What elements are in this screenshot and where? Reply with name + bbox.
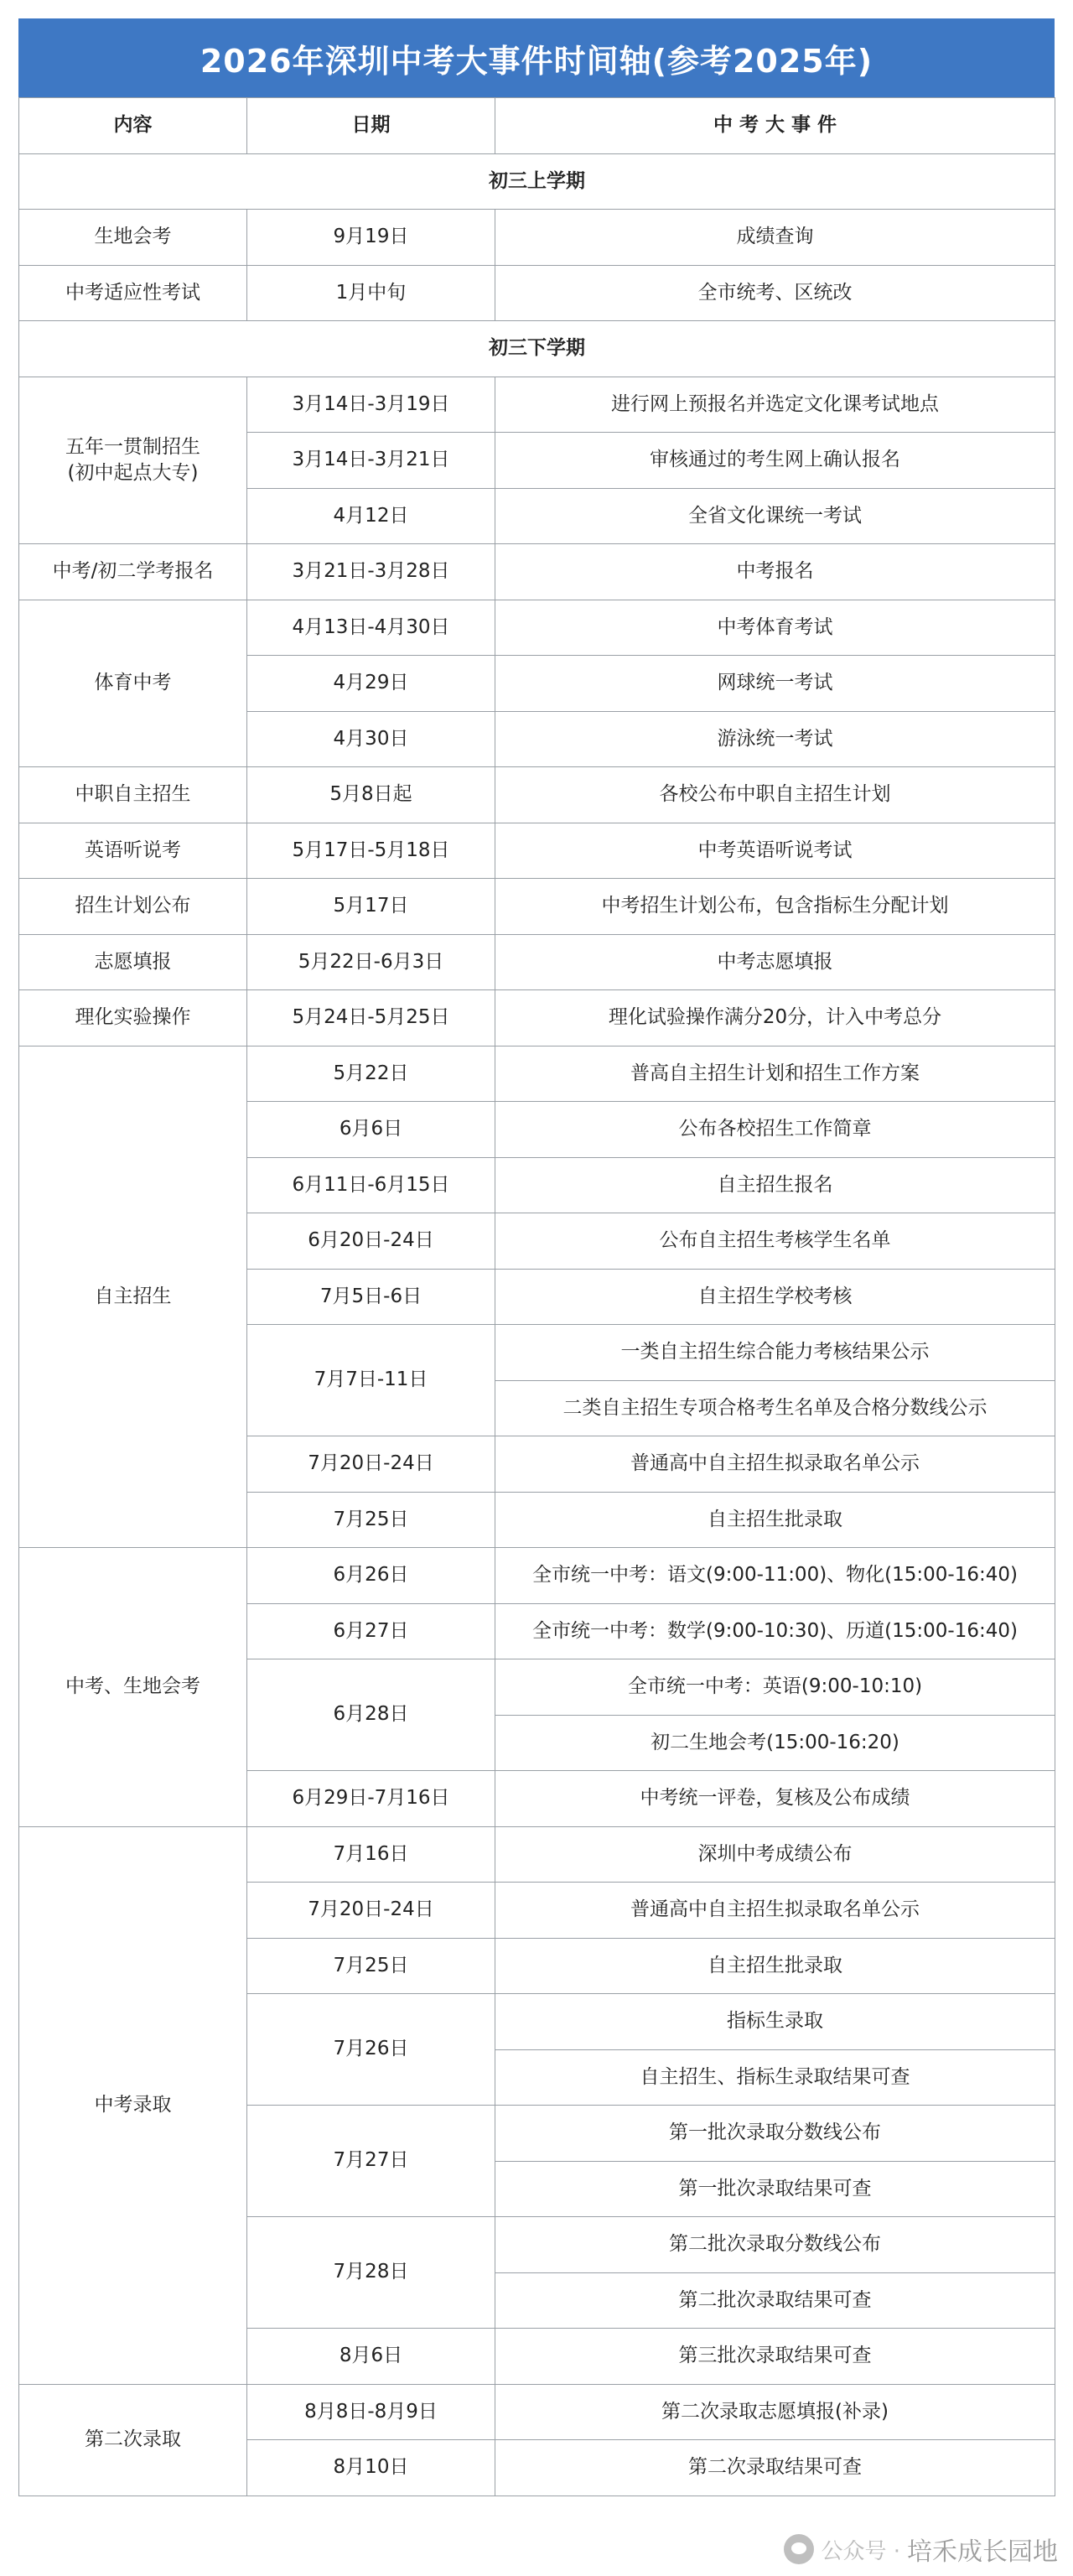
date-cell: 8月10日 (247, 2440, 495, 2496)
watermark-text: 培禾成长园地 (907, 2537, 1058, 2567)
event-cell: 成绩查询 (495, 210, 1055, 266)
date-cell: 5月17日-5月18日 (247, 823, 495, 879)
event-cell: 全市统考、区统改 (495, 265, 1055, 321)
event-cell: 全省文化课统一考试 (495, 488, 1055, 544)
event-cell: 理化试验操作满分20分，计入中考总分 (495, 990, 1055, 1046)
wechat-icon (784, 2534, 814, 2564)
date-cell: 1月中旬 (247, 265, 495, 321)
date-cell: 7月5日-6日 (247, 1269, 495, 1325)
date-cell: 4月13日-4月30日 (247, 600, 495, 656)
event-cell: 自主招生报名 (495, 1157, 1055, 1213)
event-cell: 一类自主招生综合能力考核结果公示 (495, 1325, 1055, 1381)
event-cell: 各校公布中职自主招生计划 (495, 767, 1055, 823)
event-cell: 中考招生计划公布，包含指标生分配计划 (495, 879, 1055, 935)
event-cell: 中考报名 (495, 544, 1055, 600)
event-cell: 普通高中自主招生拟录取名单公示 (495, 1883, 1055, 1939)
table-row (19, 265, 1055, 321)
category-cell: 招生计划公布 (19, 879, 247, 935)
event-cell: 中考统一评卷，复核及公布成绩 (495, 1771, 1055, 1827)
category-cell: 中职自主招生 (19, 767, 247, 823)
date-cell: 3月14日-3月19日 (247, 377, 495, 433)
event-cell: 公布各校招生工作简章 (495, 1102, 1055, 1158)
category-cell: 中考录取 (19, 1826, 247, 2384)
table-row (19, 990, 1055, 1046)
section-row (19, 321, 1055, 377)
category-cell: 中考、生地会考 (19, 1548, 247, 1827)
event-cell: 进行网上预报名并选定文化课考试地点 (495, 377, 1055, 433)
date-cell: 6月27日 (247, 1603, 495, 1659)
date-cell: 6月6日 (247, 1102, 495, 1158)
watermark (784, 2531, 1058, 2568)
table-row (19, 377, 1055, 433)
category-cell: 理化实验操作 (19, 990, 247, 1046)
event-cell: 公布自主招生考核学生名单 (495, 1213, 1055, 1270)
table-row (19, 823, 1055, 879)
event-cell: 第二次录取结果可查 (495, 2440, 1055, 2496)
date-cell: 4月12日 (247, 488, 495, 544)
category-line-1: 五年一贯制招生 (65, 435, 200, 458)
semester-1-heading: 初三上学期 (19, 153, 1055, 210)
event-cell: 中考体育考试 (495, 600, 1055, 656)
event-cell: 第一批次录取结果可查 (495, 2161, 1055, 2217)
table-row (19, 879, 1055, 935)
category-cell (19, 377, 247, 544)
document-page (18, 18, 1055, 2496)
event-cell: 深圳中考成绩公布 (495, 1826, 1055, 1883)
page-title: 2026年深圳中考大事件时间轴(参考2025年) (18, 18, 1055, 97)
table-header-row (19, 98, 1055, 154)
date-cell: 6月28日 (247, 1659, 495, 1771)
date-cell: 5月22日-6月3日 (247, 934, 495, 990)
category-cell: 自主招生 (19, 1046, 247, 1548)
date-cell: 8月6日 (247, 2329, 495, 2385)
event-cell: 中考志愿填报 (495, 934, 1055, 990)
category-cell: 生地会考 (19, 210, 247, 266)
date-cell: 6月20日-24日 (247, 1213, 495, 1270)
date-cell: 7月25日 (247, 1938, 495, 1994)
date-cell: 7月28日 (247, 2217, 495, 2329)
event-cell: 网球统一考试 (495, 656, 1055, 712)
event-cell: 初二生地会考(15:00-16:20) (495, 1715, 1055, 1771)
category-cell: 英语听说考 (19, 823, 247, 879)
table-row (19, 1548, 1055, 1604)
event-cell: 第二批次录取结果可查 (495, 2272, 1055, 2329)
date-cell: 6月29日-7月16日 (247, 1771, 495, 1827)
date-cell: 7月25日 (247, 1492, 495, 1548)
event-cell: 全市统一中考：英语(9:00-10:10) (495, 1659, 1055, 1716)
event-cell: 全市统一中考：数学(9:00-10:30)、历道(15:00-16:40) (495, 1603, 1055, 1659)
date-cell: 7月7日-11日 (247, 1325, 495, 1436)
date-cell: 6月26日 (247, 1548, 495, 1604)
table-row (19, 544, 1055, 600)
header-date: 日期 (247, 98, 495, 154)
event-cell: 自主招生学校考核 (495, 1269, 1055, 1325)
event-cell: 第二次录取志愿填报(补录) (495, 2384, 1055, 2440)
category-cell: 体育中考 (19, 600, 247, 767)
date-cell: 5月24日-5月25日 (247, 990, 495, 1046)
timeline-table (18, 97, 1055, 2496)
event-cell: 普通高中自主招生拟录取名单公示 (495, 1436, 1055, 1493)
event-cell: 审核通过的考生网上确认报名 (495, 433, 1055, 489)
table-row (19, 934, 1055, 990)
section-row (19, 153, 1055, 210)
header-content: 内容 (19, 98, 247, 154)
category-cell: 中考/初二学考报名 (19, 544, 247, 600)
category-line-2: (初中起点大专) (67, 461, 199, 484)
date-cell: 7月26日 (247, 1994, 495, 2106)
category-cell: 第二次录取 (19, 2384, 247, 2496)
watermark-prefix: 公众号 · (821, 2538, 900, 2564)
date-cell: 5月17日 (247, 879, 495, 935)
table-row (19, 210, 1055, 266)
table-row (19, 600, 1055, 656)
date-cell: 8月8日-8月9日 (247, 2384, 495, 2440)
event-cell: 游泳统一考试 (495, 711, 1055, 767)
event-cell: 自主招生批录取 (495, 1492, 1055, 1548)
semester-2-heading: 初三下学期 (19, 321, 1055, 377)
date-cell: 7月20日-24日 (247, 1436, 495, 1493)
date-cell: 7月16日 (247, 1826, 495, 1883)
date-cell: 3月21日-3月28日 (247, 544, 495, 600)
date-cell: 5月8日起 (247, 767, 495, 823)
date-cell: 5月22日 (247, 1046, 495, 1102)
table-row (19, 2384, 1055, 2440)
date-cell: 4月30日 (247, 711, 495, 767)
category-cell: 志愿填报 (19, 934, 247, 990)
table-row (19, 1046, 1055, 1102)
event-cell: 第三批次录取结果可查 (495, 2329, 1055, 2385)
date-cell: 7月27日 (247, 2106, 495, 2217)
event-cell: 自主招生、指标生录取结果可查 (495, 2049, 1055, 2106)
date-cell: 4月29日 (247, 656, 495, 712)
date-cell: 3月14日-3月21日 (247, 433, 495, 489)
table-row (19, 1826, 1055, 1883)
event-cell: 第二批次录取分数线公布 (495, 2217, 1055, 2273)
table-row (19, 767, 1055, 823)
event-cell: 全市统一中考：语文(9:00-11:00)、物化(15:00-16:40) (495, 1548, 1055, 1604)
event-cell: 普高自主招生计划和招生工作方案 (495, 1046, 1055, 1102)
event-cell: 第一批次录取分数线公布 (495, 2106, 1055, 2162)
event-cell: 二类自主招生专项合格考生名单及合格分数线公示 (495, 1380, 1055, 1436)
event-cell: 自主招生批录取 (495, 1938, 1055, 1994)
date-cell: 6月11日-6月15日 (247, 1157, 495, 1213)
date-cell: 7月20日-24日 (247, 1883, 495, 1939)
event-cell: 指标生录取 (495, 1994, 1055, 2050)
category-cell: 中考适应性考试 (19, 265, 247, 321)
header-events: 中 考 大 事 件 (495, 98, 1055, 154)
date-cell: 9月19日 (247, 210, 495, 266)
event-cell: 中考英语听说考试 (495, 823, 1055, 879)
